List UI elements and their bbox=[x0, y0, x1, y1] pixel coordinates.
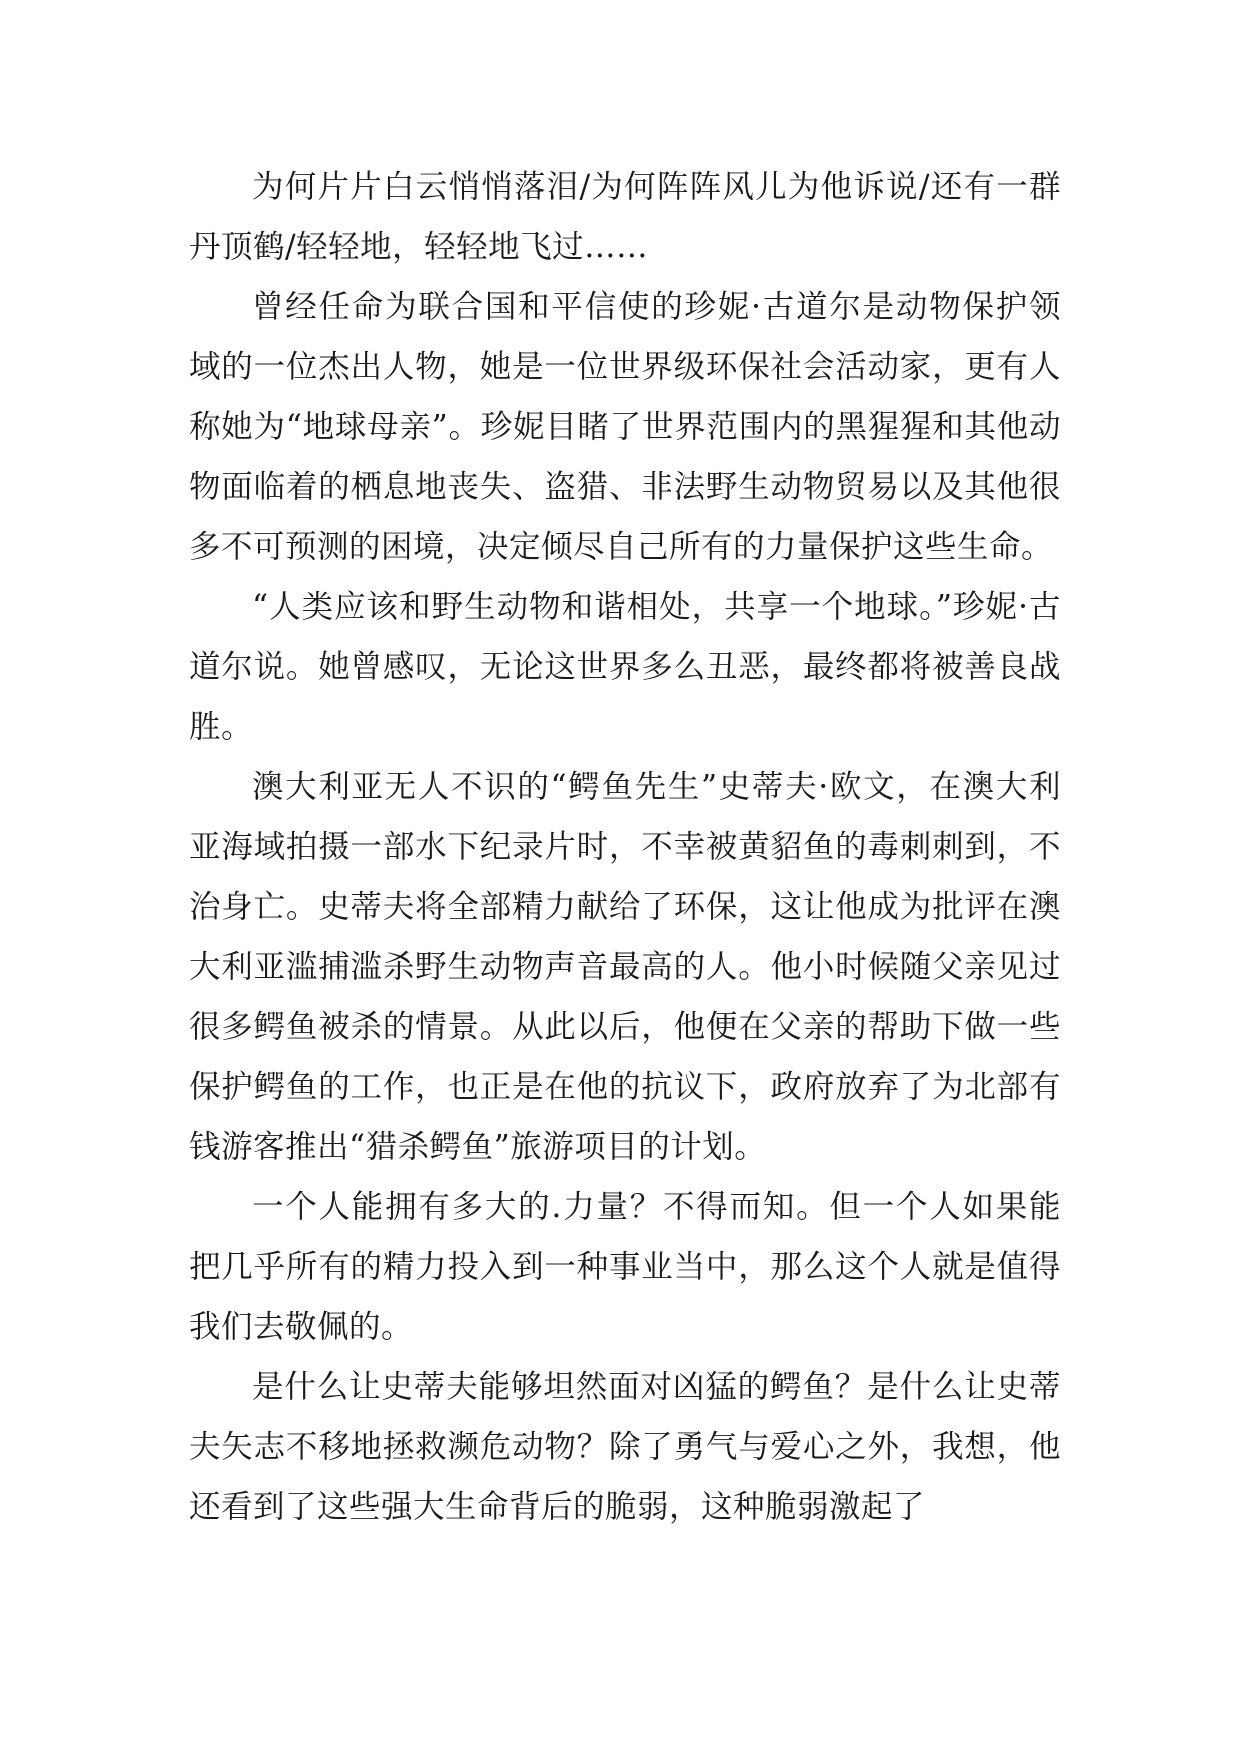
paragraph-poem: 为何片片白云悄悄落泪/为何阵阵风儿为他诉说/还有一群丹顶鹤/轻轻地，轻轻地飞过…… bbox=[189, 169, 1061, 265]
paragraph-power-of-one: 一个人能拥有多大的.力量？不得而知。但一个人如果能把几乎所有的精力投入到一种事业当中，那么这个人就是值得我们去敬佩的。 bbox=[189, 1189, 1061, 1345]
paragraph-steve-irwin: 澳大利亚无人不识的“鳄鱼先生”史蒂夫·欧文，在澳大利亚海域拍摄一部水下纪录片时，不幸被黄貂鱼的毒刺刺到，不治身亡。史蒂夫将全部精力献给了环保，这让他成为批评在澳大利亚滥捕滥杀野生动物声音最高的人。他小时候随父亲见过很多鳄鱼被杀的情景。从此以后，他便在父亲的帮助下做一些保护鳄鱼的工作，也正是在他的抗议下，政府放弃了为北部有钱游客推出“猎杀鳄鱼”旅游项目的计划。 bbox=[189, 769, 1061, 1165]
paragraph-jane-goodall: 曾经任命为联合国和平信使的珍妮·古道尔是动物保护领域的一位杰出人物，她是一位世界级环保社会活动家，更有人称她为“地球母亲”。珍妮目睹了世界范围内的黑猩猩和其他动物面临着的栖息地丧失、盗猎、非法野生动物贸易以及其他很多不可预测的困境，决定倾尽自己所有的力量保护这些生命。 bbox=[189, 289, 1061, 565]
document-body bbox=[189, 157, 1061, 1537]
paragraph-goodall-quote: “人类应该和野生动物和谐相处，共享一个地球。”珍妮·古道尔说。她曾感叹，无论这世界多么丑恶，最终都将被善良战胜。 bbox=[189, 589, 1061, 745]
paragraph-reflection: 是什么让史蒂夫能够坦然面对凶猛的鳄鱼？是什么让史蒂夫矢志不移地拯救濒危动物？除了勇气与爱心之外，我想，他还看到了这些强大生命背后的脆弱，这种脆弱激起了 bbox=[189, 1369, 1061, 1525]
